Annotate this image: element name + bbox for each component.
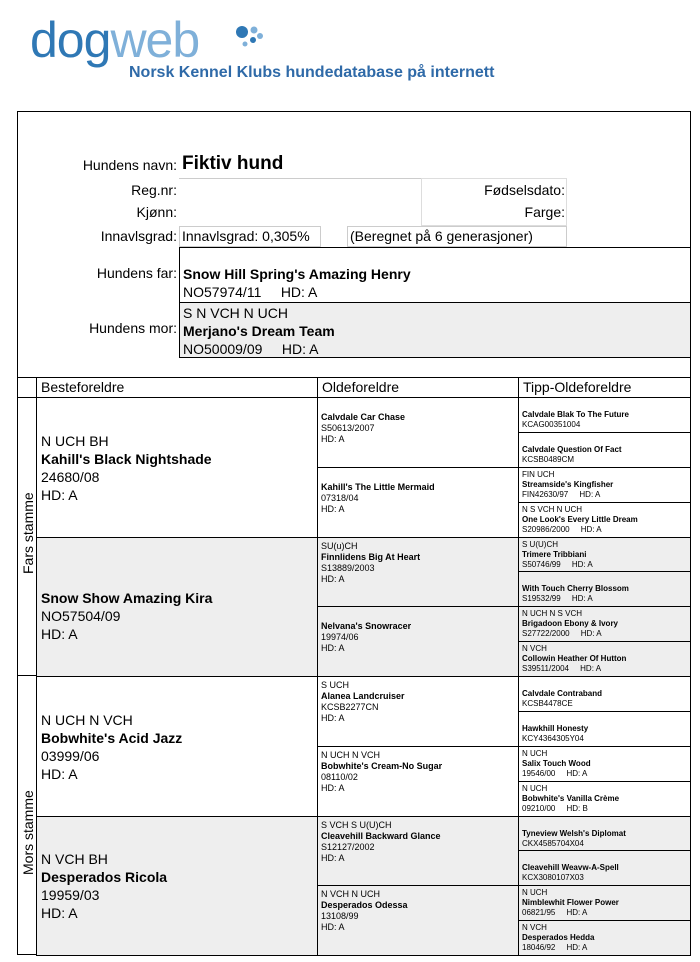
mother-name[interactable]: Merjano's Dream Team (183, 323, 335, 339)
ancestor-name[interactable]: Collowin Heather Of Hutton (522, 654, 627, 664)
ancestor-name[interactable]: Kahill's Black Nightshade (41, 450, 212, 467)
ancestor-reg: 13108/99 (321, 911, 359, 922)
ancestor-name[interactable]: Finnlidens Big At Heart (321, 551, 421, 562)
great-great-grandparents-cell[interactable] (518, 571, 691, 607)
great-great-grandparents-cell[interactable] (518, 537, 691, 573)
ancestor-reg-hd (522, 943, 690, 953)
ancestor-info (321, 401, 518, 445)
ancestor-hd: HD: A (566, 908, 588, 918)
ancestor-reg: S13889/2003 (321, 562, 375, 573)
ancestor-title: N VCH BH (41, 851, 108, 868)
ancestor-hd: HD: A (41, 626, 78, 643)
ancestor-info (522, 470, 690, 500)
ancestor-reg: S20986/2000 (522, 524, 570, 534)
ancestor-reg-hd (321, 702, 518, 713)
logo-dots-icon (232, 22, 272, 54)
ancestor-info (522, 784, 690, 814)
ancestor-reg-hd (321, 423, 518, 434)
ancestor-name[interactable]: Streamside's Kingfisher (522, 479, 614, 489)
ancestor-name[interactable]: Hawkhill Honesty (522, 723, 589, 733)
logo-dog-text: dog (30, 12, 111, 68)
ancestor-name[interactable]: Desperados Ricola (41, 869, 168, 886)
ancestor-hd: HD: A (321, 852, 345, 863)
great-grandparents-cell[interactable] (317, 397, 519, 468)
ancestor-title (321, 401, 518, 412)
great-great-grandparents-cell[interactable] (518, 850, 691, 886)
ancestor-title (522, 574, 690, 584)
ancestor-title (321, 610, 518, 621)
ancestor-hd: HD: A (580, 524, 602, 534)
ancestor-title (522, 714, 690, 724)
ancestor-reg: 19974/06 (321, 632, 359, 643)
ancestor-hd: HD: A (41, 486, 78, 503)
ancestor-reg-hd (522, 525, 690, 535)
sex-label: Kjønn: (136, 204, 177, 220)
ancestor-info (321, 541, 518, 585)
ancestor-reg-hd (522, 629, 690, 639)
great-great-grandparents-cell[interactable] (518, 781, 691, 817)
ancestor-reg-hd (522, 908, 690, 918)
ancestor-info (522, 400, 690, 430)
great-great-grandparents-cell[interactable] (518, 711, 691, 747)
father-name[interactable]: Snow Hill Spring's Amazing Henry (183, 266, 411, 282)
ancestor-hd: HD: A (571, 594, 593, 604)
ancestor-title (522, 400, 690, 410)
logo (30, 12, 199, 68)
ancestor-reg-hd (41, 747, 182, 765)
ancestor-info (321, 610, 518, 654)
great-great-grandparents-cell[interactable] (518, 606, 691, 642)
ancestor-info (522, 853, 690, 883)
father-label: Hundens far: (96, 265, 177, 281)
father-box[interactable] (179, 247, 691, 303)
great-great-grandparents-cell[interactable] (518, 502, 691, 538)
ancestor-name[interactable]: Nelvana's Snowracer (321, 621, 412, 632)
ancestor-reg-hd (522, 769, 690, 779)
ancestor-reg-hd (522, 804, 690, 814)
ancestor-name[interactable]: Brigadoon Ebony & Ivory (522, 619, 619, 629)
ancestor-name[interactable]: Calvdale Car Chase (321, 412, 406, 422)
ancestor-reg: KCSB0489CM (522, 454, 575, 464)
great-great-grandparents-cell[interactable] (518, 467, 691, 503)
great-grandparents-cell[interactable] (317, 885, 519, 956)
ancestor-info (522, 749, 690, 779)
ancestor-reg-hd (522, 560, 690, 570)
ancestor-title (41, 571, 212, 589)
ancestor-name[interactable]: Snow Show Amazing Kira (41, 590, 213, 607)
ancestor-reg-hd (522, 839, 690, 849)
ancestor-name[interactable]: Calvdale Question Of Fact (522, 444, 622, 454)
ancestor-title: N UCH (522, 888, 548, 898)
great-great-grandparents-cell[interactable] (518, 920, 691, 956)
ancestor-reg-hd (321, 772, 518, 783)
ancestor-title (522, 853, 690, 863)
ancestor-info (522, 888, 690, 918)
great-grandparents-cell[interactable] (317, 606, 519, 677)
ancestor-reg: 24680/08 (41, 468, 100, 485)
color-label: Farge: (524, 204, 565, 220)
mother-title: S N VCH N UCH (183, 305, 289, 321)
mother-box[interactable] (179, 302, 691, 358)
ancestor-reg: KCY4364305Y04 (522, 733, 584, 743)
ancestor-info (522, 574, 690, 604)
ancestor-name[interactable]: Cleavehill Backward Glance (321, 830, 441, 841)
ancestor-hd: HD: A (321, 922, 345, 933)
ancestor-title (522, 679, 690, 689)
ancestor-hd: HD: A (41, 765, 78, 782)
ancestor-reg: 09210/00 (522, 803, 556, 813)
grandparents-cell[interactable] (36, 816, 318, 957)
ancestor-name[interactable]: Salix Touch Wood (522, 758, 591, 768)
ancestor-name[interactable]: Cleavehill Weavw-A-Spell (522, 863, 619, 873)
ancestor-title: N VCH N UCH (321, 889, 381, 900)
ancestor-info (522, 609, 690, 639)
ancestor-reg: S39511/2004 (522, 664, 570, 674)
mother-reg-hd (183, 340, 690, 358)
ancestor-reg: 18046/92 (522, 943, 556, 953)
ancestor-title: N UCH (522, 783, 548, 793)
ancestor-info (321, 889, 518, 933)
ancestor-title: N UCH BH (41, 432, 109, 449)
great-great-grandparents-cell[interactable] (518, 641, 691, 677)
ancestor-reg: FIN42630/97 (522, 489, 569, 499)
ancestor-title: N UCH N VCH (321, 749, 381, 760)
ancestor-reg-hd (321, 842, 518, 853)
mother-hd: HD: A (281, 341, 319, 357)
ancestor-reg: KCAG00351004 (522, 420, 581, 429)
ancestor-reg-hd (522, 734, 690, 744)
ancestor-reg-hd (522, 699, 690, 709)
grandparents-cell[interactable] (36, 676, 318, 817)
ancestor-reg: S50746/99 (522, 559, 561, 569)
ancestor-hd: HD: A (321, 503, 345, 514)
ancestor-name[interactable]: Kahill's The Little Mermaid (321, 481, 435, 492)
ancestor-name[interactable]: Bobwhite's Acid Jazz (41, 729, 183, 746)
ancestor-reg-hd (522, 594, 690, 604)
ancestor-reg: S19532/99 (522, 594, 561, 604)
ancestor-reg: S12127/2002 (321, 841, 375, 852)
reg-label: Reg.nr: (131, 182, 177, 198)
ancestor-hd: HD: A (321, 573, 345, 584)
ancestor-hd: HD: A (571, 559, 593, 569)
ancestor-hd: HD: A (321, 782, 345, 793)
father-reg: NO57974/11 (183, 284, 262, 300)
logo-web-text: web (110, 12, 200, 68)
col-header-great-great-grandparents: Tipp-Oldeforeldre (518, 377, 691, 398)
ancestor-name[interactable]: Nimblewhit Flower Power (522, 898, 619, 908)
ancestor-title: N UCH N S VCH (522, 609, 583, 619)
name-label: Hundens navn: (82, 157, 177, 173)
ancestor-reg: 07318/04 (321, 492, 359, 503)
great-grandparents-cell[interactable] (317, 537, 519, 608)
ancestor-info (41, 850, 167, 922)
ancestor-info (522, 435, 690, 465)
mother-side-label: Mors stamme (20, 790, 36, 875)
ancestor-reg-hd (321, 632, 518, 643)
ancestor-info (321, 750, 518, 794)
tagline: Norsk Kennel Klubs hundedatabase på internett (129, 64, 495, 81)
great-great-grandparents-cell[interactable] (518, 676, 691, 712)
ancestor-hd: HD: A (321, 434, 345, 444)
ancestor-name[interactable]: Desperados Odessa (321, 900, 408, 911)
ancestor-info (41, 432, 212, 504)
ancestor-info (522, 819, 690, 849)
grandparents-cell[interactable] (36, 397, 318, 538)
ancestor-name[interactable]: Bobwhite's Vanilla Crème (522, 793, 620, 803)
great-great-grandparents-cell[interactable] (518, 432, 691, 468)
ancestor-hd: HD: A (321, 713, 345, 723)
ancestor-name[interactable]: Bobwhite's Cream-No Sugar (321, 760, 443, 771)
mother-label: Hundens mor: (89, 320, 177, 336)
ancestor-info (522, 923, 690, 953)
ancestor-info (321, 680, 518, 724)
ancestor-name[interactable]: One Look's Every Little Dream (522, 514, 638, 524)
great-grandparents-cell[interactable] (317, 746, 519, 817)
ancestor-reg-hd (522, 455, 690, 465)
ancestor-hd: HD: A (579, 489, 601, 499)
ancestor-reg: 19959/03 (41, 887, 100, 904)
ancestor-name[interactable]: Alanea Landcruiser (321, 691, 405, 701)
ancestor-title (522, 819, 690, 829)
great-great-grandparents-cell[interactable] (518, 397, 691, 433)
ancestor-hd: HD: A (580, 664, 602, 674)
ancestor-info (522, 679, 690, 709)
ancestor-info (41, 571, 212, 643)
ancestor-title (522, 435, 690, 445)
ancestor-reg: 19546/00 (522, 768, 556, 778)
great-great-grandparents-cell[interactable] (518, 885, 691, 921)
ancestor-reg-hd (41, 468, 212, 486)
ancestor-title: N VCH (522, 644, 547, 654)
ancestor-reg-hd (41, 886, 167, 904)
grandparents-cell[interactable] (36, 537, 318, 678)
inbreeding-label: Innavlsgrad: (100, 228, 177, 244)
ancestor-title: S UCH (321, 680, 350, 690)
ancestor-reg-hd (41, 607, 212, 625)
col-header-grandparents: Besteforeldre (36, 377, 318, 398)
ancestor-reg: 08110/02 (321, 771, 358, 782)
father-hd: HD: A (280, 284, 318, 300)
ancestor-name[interactable]: Calvdale Contraband (522, 689, 603, 698)
ancestor-title: S U(U)CH (522, 539, 558, 549)
ancestor-name[interactable]: Calvdale Blak To The Future (522, 410, 629, 419)
header-corner (17, 377, 37, 398)
inbreeding-note: (Beregnet på 6 generasjoner) (350, 228, 533, 244)
ancestor-title: N S VCH N UCH (522, 504, 583, 514)
mother-reg: NO50009/09 (183, 341, 263, 357)
ancestor-info (522, 540, 690, 570)
ancestor-title: N UCH (522, 748, 548, 758)
ancestor-info (321, 820, 518, 864)
ancestor-reg: CKX4585704X04 (522, 838, 584, 848)
ancestor-hd: HD: A (580, 629, 602, 639)
father-reg-hd (183, 283, 690, 301)
great-great-grandparents-cell[interactable] (518, 746, 691, 782)
ancestor-reg-hd (522, 490, 690, 500)
ancestor-title: SU(u)CH (321, 540, 358, 551)
ancestor-reg-hd (321, 493, 518, 504)
ancestor-name[interactable]: Tyneview Welsh's Diplomat (522, 828, 626, 838)
ancestor-info (522, 644, 690, 674)
ancestor-reg-hd (522, 664, 690, 674)
ancestor-title (321, 471, 518, 482)
ancestor-reg-hd (321, 911, 518, 922)
ancestor-title: S VCH S U(U)CH (321, 819, 392, 830)
ancestor-reg: NO57504/09 (41, 608, 121, 625)
ancestor-info (522, 714, 690, 744)
ancestor-title: N UCH N VCH (41, 711, 133, 728)
ancestor-name[interactable]: With Touch Cherry Blossom (522, 584, 629, 594)
ancestor-title: N VCH (522, 923, 547, 933)
ancestor-reg: S50613/2007 (321, 423, 375, 433)
great-grandparents-cell[interactable] (317, 676, 519, 747)
ancestor-hd: HD: B (566, 803, 588, 813)
ancestor-reg-hd (522, 873, 690, 883)
col-header-great-grandparents: Oldeforeldre (317, 377, 519, 398)
ancestor-reg: S27722/2000 (522, 629, 570, 639)
ancestor-name[interactable]: Desperados Hedda (522, 933, 595, 943)
ancestor-reg: 06821/95 (522, 908, 556, 918)
ancestor-name[interactable]: Trimere Tribbiani (522, 549, 587, 559)
ancestor-title: FIN UCH (522, 469, 555, 479)
ancestor-hd: HD: A (321, 643, 345, 654)
ancestor-reg-hd (321, 563, 518, 574)
ancestor-reg: KCSB2277CN (321, 702, 379, 712)
father-side-label: Fars stamme (20, 492, 36, 574)
ancestor-info (522, 505, 690, 535)
divider (179, 178, 421, 179)
ancestor-info (41, 711, 182, 783)
ancestor-info (321, 471, 518, 515)
ancestor-reg: 03999/06 (41, 747, 100, 764)
great-grandparents-cell[interactable] (317, 467, 519, 538)
ancestor-reg: KCSB4478CE (522, 699, 573, 708)
birth-label: Fødselsdato: (484, 182, 565, 198)
dog-name: Fiktiv hund (182, 153, 284, 174)
ancestor-reg-hd (522, 420, 690, 430)
inbreeding-value: Innavlsgrad: 0,305% (182, 228, 310, 244)
ancestor-hd: HD: A (41, 905, 78, 922)
ancestor-reg: KCX3080107X03 (522, 873, 584, 883)
ancestor-hd: HD: A (566, 768, 588, 778)
great-grandparents-cell[interactable] (317, 816, 519, 887)
great-great-grandparents-cell[interactable] (518, 816, 691, 852)
ancestor-hd: HD: A (566, 943, 588, 953)
